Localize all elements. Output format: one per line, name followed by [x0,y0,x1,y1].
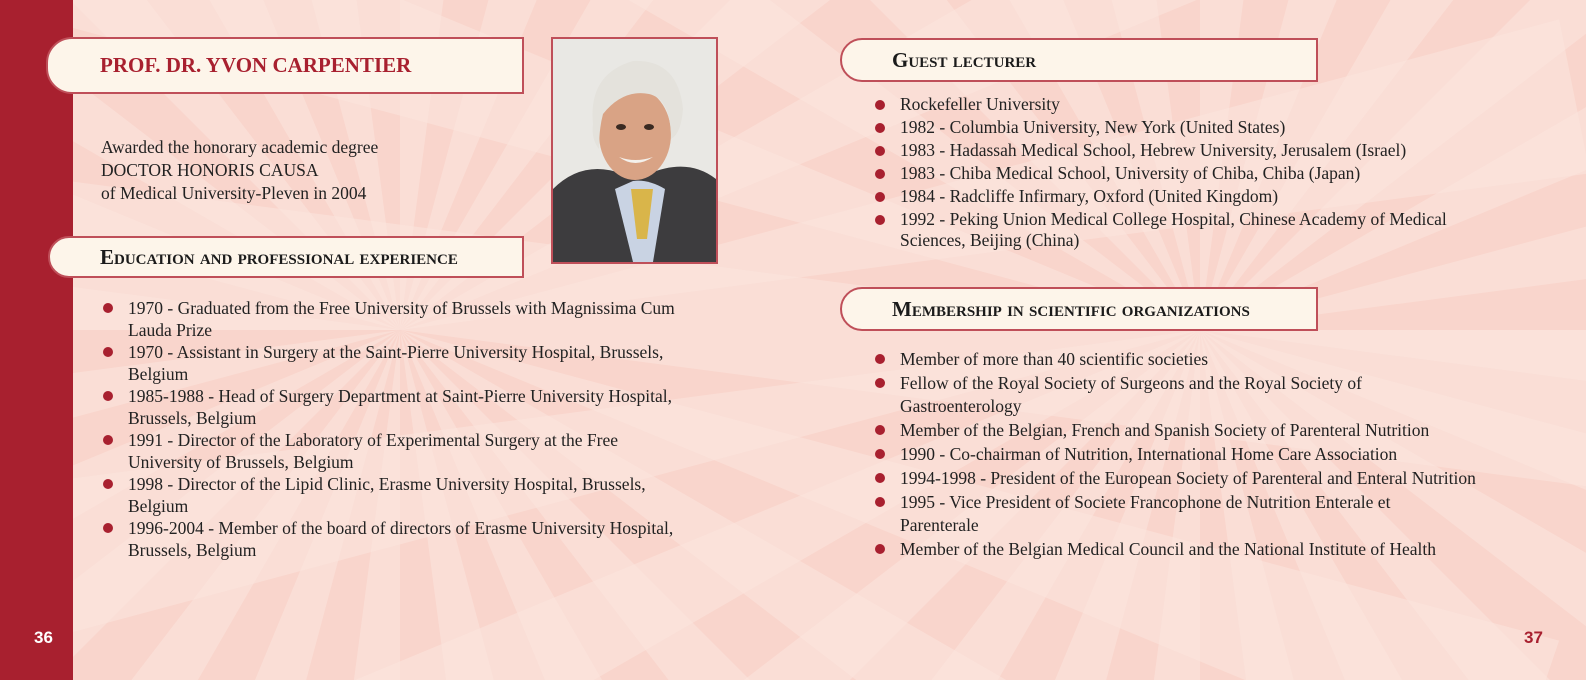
bullet-icon [875,473,885,483]
honorary-line: DOCTOR HONORIS CAUSA [101,160,319,180]
list-item: Rockefeller University [873,94,1513,115]
bullet-icon [875,192,885,202]
bullet-icon [875,425,885,435]
bullet-icon [875,544,885,554]
list-item: 1983 - Chiba Medical School, University of Chiba, Chiba (Japan) [873,163,1513,184]
bullet-icon [103,479,113,489]
bullet-icon [875,123,885,133]
membership-list [873,348,1573,562]
bullet-icon [103,347,113,357]
list-item: Fellow of the Royal Society of Surgeons and the Royal Society of Gastroenterology [873,372,1573,418]
list-item: 1970 - Assistant in Surgery at the Saint-Pierre University Hospital, Brussels, Belgium [101,341,721,385]
honorary-degree-text [101,136,378,205]
education-list [101,297,721,561]
bullet-icon [875,146,885,156]
bullet-icon [875,449,885,459]
honorary-line: of Medical University-Pleven in 2004 [101,183,367,203]
page-number-left: 36 [34,628,53,647]
portrait-photo [551,37,718,264]
list-item: 1994-1998 - President of the European Society of Parenteral and Enteral Nutrition [873,467,1573,490]
honorary-line: Awarded the honorary academic degree [101,137,379,157]
guest-lecturer-list [873,94,1513,253]
list-item: 1990 - Co-chairman of Nutrition, International Home Care Association [873,443,1573,466]
bullet-icon [875,215,885,225]
list-item: 1982 - Columbia University, New York (United States) [873,117,1513,138]
education-heading: Education and professional experience [100,244,458,269]
page-title: PROF. DR. YVON CARPENTIER [100,53,412,77]
list-item: 1995 - Vice President of Societe Francophone de Nutrition Enterale et Parenterale [873,491,1573,537]
education-section-tab [48,236,524,278]
bullet-icon [875,100,885,110]
page-number-right: 37 [1524,628,1543,647]
list-item: Member of the Belgian Medical Council and the National Institute of Health [873,538,1573,561]
list-item: Member of more than 40 scientific societies [873,348,1573,371]
list-item: 1996-2004 - Member of the board of directors of Erasme University Hospital, Brussels, Belgium [101,517,721,561]
list-item: Member of the Belgian, French and Spanish Society of Parenteral Nutrition [873,419,1573,442]
bullet-icon [103,435,113,445]
bullet-icon [875,354,885,364]
bullet-icon [875,169,885,179]
list-item: 1985-1988 - Head of Surgery Department at Saint-Pierre University Hospital, Brussels, Belgium [101,385,721,429]
membership-section-tab [840,287,1318,331]
bullet-icon [103,391,113,401]
guest-heading: Guest lecturer [892,47,1037,72]
list-item: 1970 - Graduated from the Free University of Brussels with Magnissima Cum Lauda Prize [101,297,721,341]
list-item: 1992 - Peking Union Medical College Hospital, Chinese Academy of Medical Sciences, Beijing (China) [873,209,1513,251]
list-item: 1991 - Director of the Laboratory of Experimental Surgery at the Free University of Brussels, Belgium [101,429,721,473]
list-item: 1984 - Radcliffe Infirmary, Oxford (United Kingdom) [873,186,1513,207]
name-header-tab [46,37,524,94]
bullet-icon [103,303,113,313]
membership-heading: Membership in scientific organizations [892,296,1250,321]
list-item: 1998 - Director of the Lipid Clinic, Erasme University Hospital, Brussels, Belgium [101,473,721,517]
bullet-icon [875,378,885,388]
bullet-icon [875,497,885,507]
left-binding-strip [0,0,73,680]
guest-lecturer-section-tab [840,38,1318,82]
list-item: 1983 - Hadassah Medical School, Hebrew University, Jerusalem (Israel) [873,140,1513,161]
bullet-icon [103,523,113,533]
